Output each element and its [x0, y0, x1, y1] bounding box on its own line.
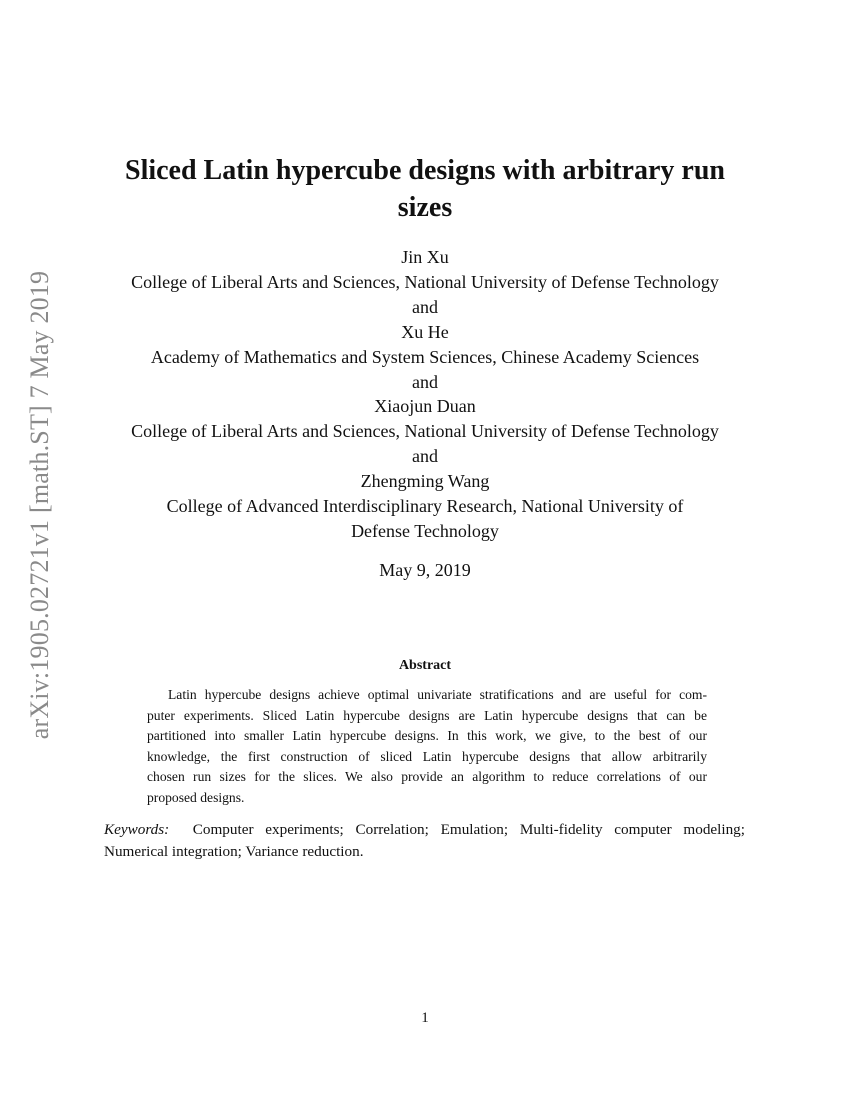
- title-line: sizes: [397, 192, 453, 223]
- author-name: Xiaojun Duan: [374, 396, 476, 417]
- keywords-line: Computer experiments; Correlation; Emulation; Multi-fidelity computer modeling;: [192, 821, 745, 838]
- paper-title: [0, 152, 850, 226]
- keywords: [104, 819, 745, 862]
- abstract-heading: Abstract: [398, 658, 452, 673]
- arxiv-stamp: arXiv:1905.02721v1 [math.ST] 7 May 2019: [25, 270, 54, 740]
- author-name: Jin Xu: [401, 247, 449, 267]
- author-name: Zhengming Wang: [360, 471, 490, 492]
- abstract-line: chosen run sizes for the slices. We also provide an algorithm to reduce correlations of our: [147, 769, 707, 785]
- author-affiliation: College of Liberal Arts and Sciences, National University of Defense Technology: [131, 271, 719, 292]
- page-number: 1: [421, 1010, 429, 1026]
- abstract-line: puter experiments. Sliced Latin hypercube designs are Latin hypercube designs that can be: [147, 707, 707, 723]
- author-name: Xu He: [401, 321, 449, 342]
- author-affiliation: Academy of Mathematics and System Sciences, Chinese Academy Sciences: [150, 346, 700, 367]
- title-line: Sliced Latin hypercube designs with arbitrary run: [125, 155, 725, 186]
- abstract-line: proposed designs.: [147, 789, 245, 805]
- author-affiliation: College of Advanced Interdisciplinary Research, National University of: [166, 496, 684, 517]
- keywords-label: Keywords:: [104, 821, 170, 838]
- abstract-line: Latin hypercube designs achieve optimal univariate stratifications and are useful for com-: [168, 687, 707, 702]
- author-affiliation: College of Liberal Arts and Sciences, National University of Defense Technology: [131, 421, 719, 442]
- abstract-body: [147, 685, 707, 809]
- author-separator: and: [412, 296, 438, 317]
- author-block: [0, 245, 850, 544]
- abstract-line: partitioned into smaller Latin hypercube designs. In this work, we give, to the best of our: [147, 728, 707, 744]
- author-affiliation: Defense Technology: [351, 520, 499, 541]
- keywords-line: Numerical integration; Variance reduction.: [104, 842, 364, 860]
- author-separator: and: [412, 446, 438, 467]
- paper-date: May 9, 2019: [379, 560, 471, 580]
- author-separator: and: [412, 371, 438, 392]
- abstract-line: knowledge, the first construction of sliced Latin hypercube designs that allow arbitrarily: [147, 748, 707, 764]
